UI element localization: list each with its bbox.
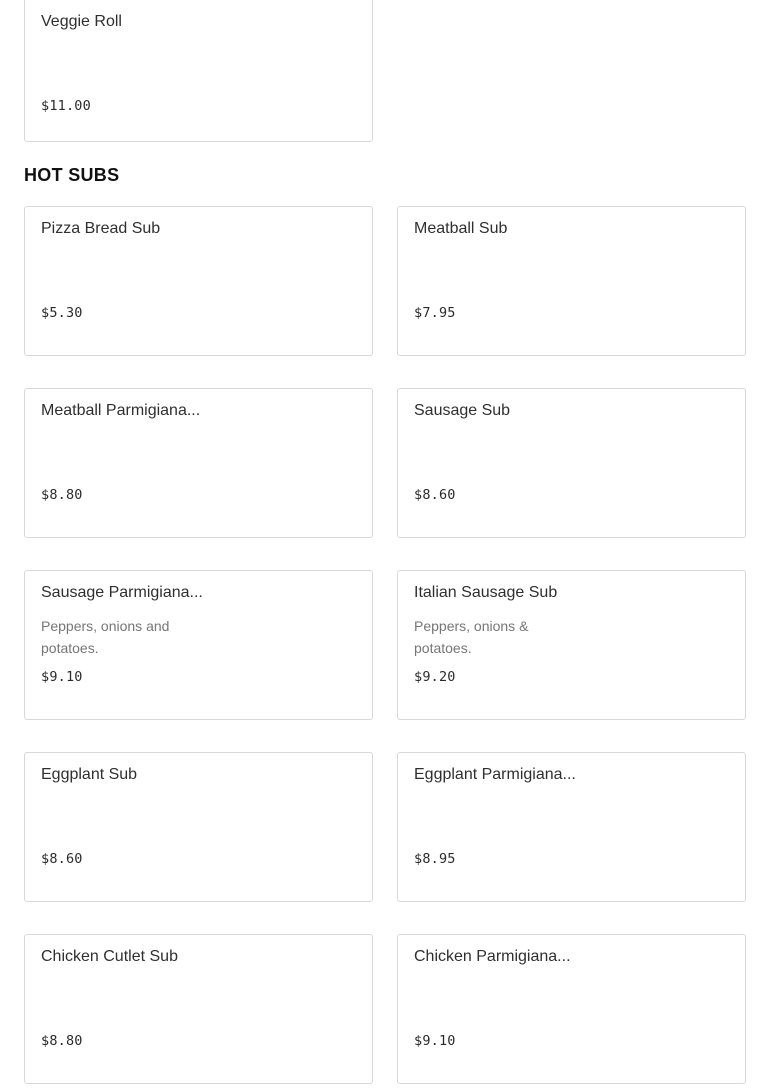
menu-item-card[interactable] bbox=[24, 388, 373, 538]
item-price: $7.95 bbox=[414, 305, 456, 321]
item-description: Peppers, onions & potatoes. bbox=[414, 618, 529, 656]
item-price: $9.10 bbox=[41, 669, 83, 685]
item-name: Meatball Sub bbox=[414, 220, 508, 237]
item-name: Meatball Parmigiana... bbox=[41, 402, 201, 419]
item-name: Sausage Sub bbox=[414, 402, 511, 419]
item-name: Italian Sausage Sub bbox=[414, 584, 558, 601]
item-name: Chicken Parmigiana... bbox=[414, 948, 571, 965]
menu-item-card[interactable] bbox=[24, 206, 373, 356]
menu-item-card[interactable] bbox=[397, 752, 746, 902]
menu-item-card[interactable] bbox=[397, 934, 746, 1084]
menu-item-card[interactable] bbox=[24, 934, 373, 1084]
menu-item-card[interactable] bbox=[397, 388, 746, 538]
item-price: $9.10 bbox=[414, 1033, 456, 1049]
item-price: $9.20 bbox=[414, 669, 456, 685]
item-price: $8.60 bbox=[414, 487, 456, 503]
item-name: Eggplant Sub bbox=[41, 766, 138, 783]
item-name: Sausage Parmigiana... bbox=[41, 584, 203, 601]
item-name: Pizza Bread Sub bbox=[41, 220, 161, 237]
menu-item-card[interactable] bbox=[24, 570, 373, 720]
menu-item-card[interactable] bbox=[24, 752, 373, 902]
item-price: $11.00 bbox=[41, 98, 91, 114]
item-name: Chicken Cutlet Sub bbox=[41, 948, 178, 965]
item-name: Eggplant Parmigiana... bbox=[414, 766, 576, 783]
section-title: HOT SUBS bbox=[24, 165, 120, 185]
item-price: $8.95 bbox=[414, 851, 456, 867]
item-description: Peppers, onions and potatoes. bbox=[41, 618, 170, 656]
item-name: Veggie Roll bbox=[41, 13, 122, 30]
item-price: $8.80 bbox=[41, 487, 83, 503]
menu-item-card[interactable] bbox=[397, 206, 746, 356]
item-price: $8.80 bbox=[41, 1033, 83, 1049]
menu-item-card[interactable] bbox=[24, 0, 373, 142]
item-price: $8.60 bbox=[41, 851, 83, 867]
menu-item-card[interactable] bbox=[397, 570, 746, 720]
item-price: $5.30 bbox=[41, 305, 83, 321]
